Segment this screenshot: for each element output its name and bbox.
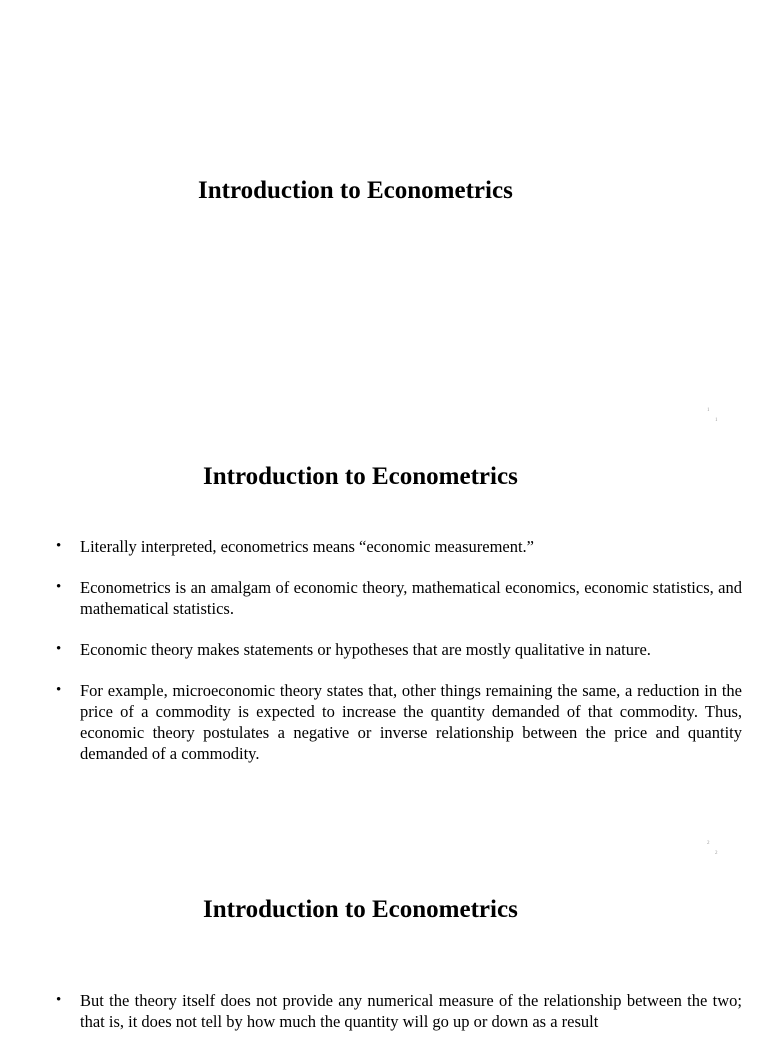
bullet-icon: • xyxy=(56,538,62,554)
bullet-text: But the theory itself does not provide any numerical measure of the relationship between the two; that is, it does not tell by how much the quantity will go up or down as a result xyxy=(80,991,742,1031)
slide-title: Introduction to Econometrics xyxy=(203,463,518,490)
page-number: 1 xyxy=(707,408,710,413)
bullet-text: For example, microeconomic theory states that, other things remaining the same, a reduction in the price of a commodity is expected to increase the quantity demanded of that commodity. Thus, economic theory postulates a negative or inverse relationship between the price and quantity demanded of a commodity. xyxy=(80,681,742,763)
page-number: 2 xyxy=(707,841,710,846)
bullet-icon: • xyxy=(56,682,62,698)
page-number-sub: 1 xyxy=(715,418,718,423)
bullet-text: Economic theory makes statements or hypotheses that are mostly qualitative in nature. xyxy=(80,640,651,659)
bullet-list xyxy=(56,990,742,1052)
bullet-item xyxy=(56,990,742,1032)
slide-title: Introduction to Econometrics xyxy=(198,177,513,204)
bullet-text: Literally interpreted, econometrics means “economic measurement.” xyxy=(80,537,535,556)
page-number-sub: 2 xyxy=(715,851,718,856)
slide-title: Introduction to Econometrics xyxy=(203,896,518,923)
bullet-icon: • xyxy=(56,579,62,595)
bullet-icon: • xyxy=(56,992,62,1008)
bullet-text: Econometrics is an amalgam of economic theory, mathematical economics, economic statistics, and mathematical statistics. xyxy=(80,578,742,618)
bullet-icon: • xyxy=(56,641,62,657)
